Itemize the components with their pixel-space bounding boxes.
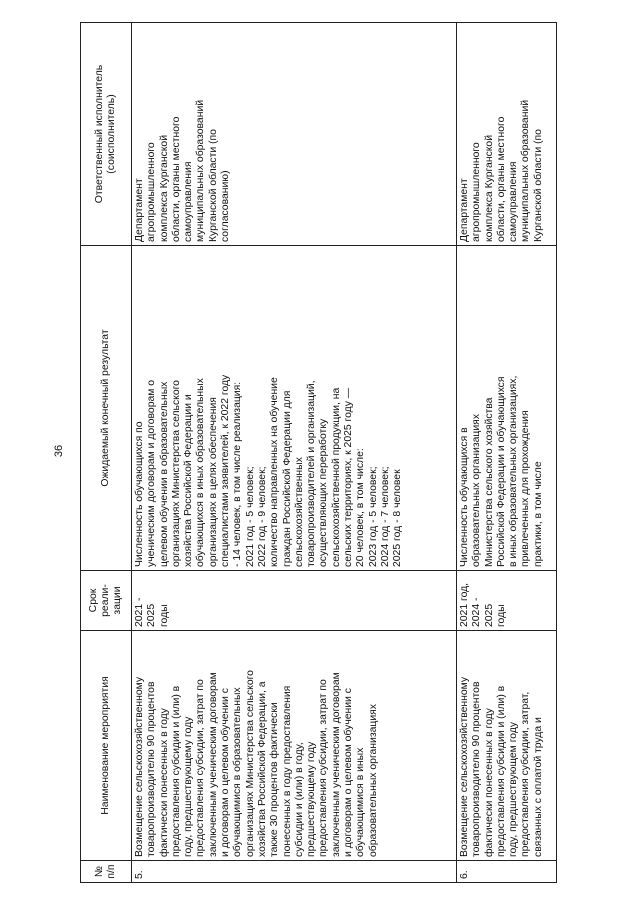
page-number: 36 xyxy=(53,444,66,458)
header-name: Наименование мероприятия xyxy=(81,631,132,861)
row-name: Возмещение сельскохозяйственному товаропроизводителю 90 процентов фактически понесенных в году предоставления субсидии и (или) в году, предшествующем году предоставления субсидии, затрат, связанных с оплатой труда и xyxy=(457,631,557,861)
table-row xyxy=(457,23,557,883)
row-name: Возмещение сельскохозяйственному товаропроизводителю 90 процентов фактически понесенных в году предоставления субсидии и (или) в году, предшествующему году предоставления субсидии, затрат по заключенным ученическим договорам и договорам о целевом обучении с обучающимися в образовательных организациях Министерства сельского хозяйства Российской Федерации, а также 30 процентов фактически понесенных в году предоставления субсидии и (или) в году, предшествующему году предоставления субсидии, затрат по заключенным ученическим договорам и договорам о целевом обучении с обучающимися в иных образовательных организациях xyxy=(132,631,457,861)
measures-table-sheet xyxy=(80,23,557,883)
row-executor: Департамент агропромышленного комплекса Курганской области, органы местного самоуправления муниципальных образований Курганской области (по согласованию) xyxy=(132,23,457,246)
row-executor: Департамент агропромышленного комплекса Курганской области, органы местного самоуправления муниципальных образований Курганской области (по xyxy=(457,23,557,246)
row-num: 5. xyxy=(132,861,457,883)
row-term: 2021 год, 2024 - 2025 годы xyxy=(457,571,557,631)
row-result: Численность обучающихся в образовательных организациях Министерства сельского хозяйства Российской Федерации и обучающихся в иных образовательных организациях, привлеченных для прохождения практики, в том числе xyxy=(457,246,557,571)
header-executor: Ответственный исполнитель (соисполнитель) xyxy=(81,23,132,246)
header-term: Срок реали- зации xyxy=(81,571,132,631)
table-header-row xyxy=(81,23,132,883)
row-num: 6. xyxy=(457,861,557,883)
document-page xyxy=(80,23,557,883)
row-term: 2021 - 2025 годы xyxy=(132,571,457,631)
row-result: Численность обучающихся по ученическим договорам и договорам о целевом обучении в образовательных организациях Министерства сельского хозяйства Российской Федерации и обучающихся в иных образовательных организациях в целях обеспечения специалистами заявителей, к 2022 году - 14 человек, в том числе реализация: 2021 год - 5 человек; 2022 год - 9 человек; количество направленных на обучение граждан Российской Федерации для сельскохозяйственных товаропроизводителей и организаций, осуществляющих переработку сельскохозяйственной продукции, на сельских территориях, к 2025 году — 20 человек, в том числе: 2023 год - 5 человек; 2024 год - 7 человек; 2025 год - 8 человек xyxy=(132,246,457,571)
header-num: № п/п xyxy=(81,861,132,883)
table-row xyxy=(132,23,457,883)
measures-table xyxy=(80,22,557,883)
header-result: Ожидаемый конечный результат xyxy=(81,246,132,571)
